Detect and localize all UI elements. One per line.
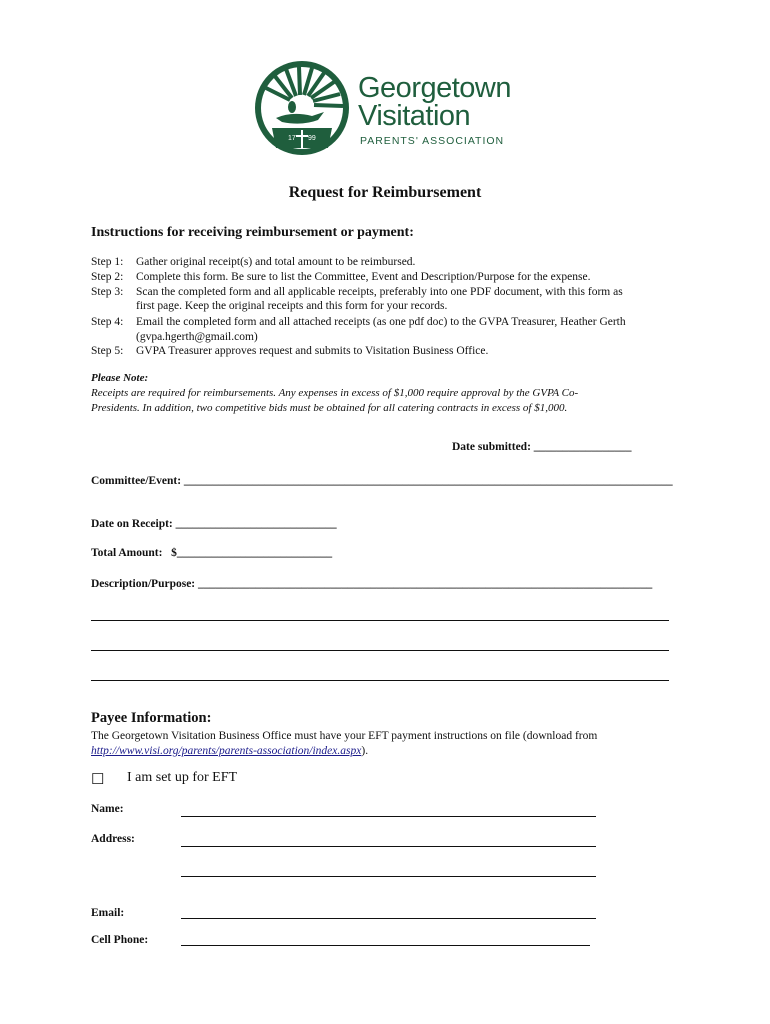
payee-heading: Payee Information: bbox=[91, 710, 212, 726]
note-heading: Please Note: bbox=[91, 372, 149, 384]
eft-checkbox[interactable]: ☐ bbox=[91, 772, 105, 788]
step-3-text-line1: Scan the completed form and all applicable receipts, preferably into one PDF document, with this form as bbox=[136, 286, 623, 298]
address-line-2[interactable] bbox=[181, 876, 596, 877]
step-2-text: Complete this form. Be sure to list the Committee, Event and Description/Purpose for the expense. bbox=[136, 271, 591, 283]
cell-phone-line[interactable] bbox=[181, 945, 590, 946]
seal-year-right: 99 bbox=[308, 135, 316, 142]
step-1-label: Step 1: bbox=[91, 256, 124, 268]
address-line-1[interactable] bbox=[181, 846, 596, 847]
step-2-label: Step 2: bbox=[91, 271, 124, 283]
description-line-4[interactable] bbox=[91, 680, 669, 681]
note-line1: Receipts are required for reimbursements. Any expenses in excess of $1,000 require approval by the GVPA Co- bbox=[91, 387, 579, 399]
step-1-text: Gather original receipt(s) and total amount to be reimbursed. bbox=[136, 256, 416, 268]
step-3-label: Step 3: bbox=[91, 286, 124, 298]
description-line-3[interactable] bbox=[91, 650, 669, 651]
date-submitted-field[interactable]: Date submitted: _________________ bbox=[452, 441, 632, 453]
step-4-label: Step 4: bbox=[91, 316, 124, 328]
logo-line-georgetown: Georgetown bbox=[358, 72, 511, 104]
step-5-text: GVPA Treasurer approves request and submits to Visitation Business Office. bbox=[136, 345, 489, 357]
step-5-label: Step 5: bbox=[91, 345, 124, 357]
total-amount-field[interactable]: Total Amount: $___________________________ bbox=[91, 547, 333, 559]
email-line[interactable] bbox=[181, 918, 596, 919]
logo-line-visitation: Visitation bbox=[358, 100, 471, 132]
description-line-2[interactable] bbox=[91, 620, 669, 621]
link-closing: ). bbox=[361, 745, 369, 757]
parents-association-link[interactable]: http://www.visi.org/parents/parents-association/index.aspx bbox=[91, 745, 362, 757]
email-label: Email: bbox=[91, 907, 125, 919]
logo-subtitle: PARENTS' ASSOCIATION bbox=[360, 135, 505, 147]
logo bbox=[252, 58, 522, 158]
name-label: Name: bbox=[91, 803, 124, 815]
name-line[interactable] bbox=[181, 816, 596, 817]
payee-instructions: The Georgetown Visitation Business Office must have your EFT payment instructions on file (download from bbox=[91, 730, 598, 742]
eft-label: I am set up for EFT bbox=[127, 770, 238, 785]
description-field[interactable]: Description/Purpose: _______________________________________________________________________________ bbox=[91, 578, 653, 590]
address-label: Address: bbox=[91, 833, 135, 845]
step-4-text-line1: Email the completed form and all attached receipts (as one pdf doc) to the GVPA Treasurer, Heather Gerth bbox=[136, 316, 626, 328]
instructions-heading: Instructions for receiving reimbursement or payment: bbox=[91, 225, 414, 240]
committee-event-field[interactable]: Committee/Event: _____________________________________________________________________________________ bbox=[91, 475, 673, 487]
step-4-text-line2: (gvpa.hgerth@gmail.com) bbox=[136, 331, 258, 343]
step-3-text-line2: first page. Keep the original receipts and this form for your records. bbox=[136, 300, 448, 312]
seal-year-left: 17 bbox=[288, 135, 296, 142]
note-line2: Presidents. In addition, two competitive bids must be obtained for all catering contracts in excess of $1,000. bbox=[91, 402, 568, 414]
date-on-receipt-field[interactable]: Date on Receipt: ____________________________ bbox=[91, 518, 337, 530]
page-title: Request for Reimbursement bbox=[288, 184, 482, 201]
payee-link-line bbox=[91, 744, 368, 759]
school-seal-icon bbox=[252, 58, 352, 158]
cell-phone-label: Cell Phone: bbox=[91, 934, 149, 946]
